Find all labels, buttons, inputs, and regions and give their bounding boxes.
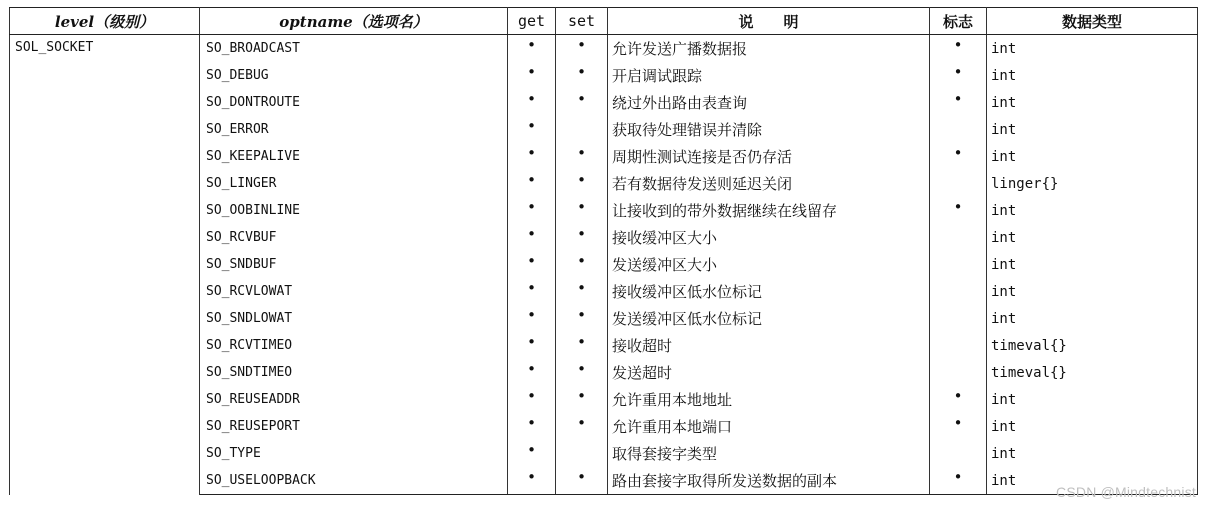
description-cell: 接收超时 [608,332,930,359]
flag-cell [930,197,987,224]
socket-options-table [9,7,1198,495]
data-type-cell: linger{} [987,170,1198,197]
get-mark: • [527,89,536,108]
flag-mark: • [953,386,963,405]
description-cell: 允许发送广播数据报 [608,35,930,63]
get-mark: • [527,440,536,459]
flag-cell [930,305,987,332]
header-level: level（级别） [10,8,200,35]
flag-cell [930,62,987,89]
set-mark: • [577,251,586,270]
header-flag: 标志 [930,8,987,35]
description-cell: 让接收到的带外数据继续在线留存 [608,197,930,224]
flag-mark: • [953,413,963,432]
set-cell [556,116,608,143]
get-cell [508,224,556,251]
get-cell [508,89,556,116]
get-cell [508,467,556,495]
get-mark: • [527,305,536,324]
set-cell [556,35,608,63]
get-cell [508,197,556,224]
set-mark: • [577,305,586,324]
set-mark: • [577,35,586,54]
optname-cell: SO_LINGER [200,170,508,197]
flag-cell [930,89,987,116]
data-type-cell: int [987,62,1198,89]
get-cell [508,359,556,386]
watermark: CSDN @Mindtechnist [1056,484,1196,500]
header-description: 说 明 [608,8,930,35]
optname-cell: SO_DONTROUTE [200,89,508,116]
flag-cell [930,467,987,495]
set-mark: • [577,359,586,378]
description-cell: 获取待处理错误并清除 [608,116,930,143]
set-cell [556,359,608,386]
flag-mark: • [953,197,963,216]
get-cell [508,116,556,143]
optname-cell: SO_USELOOPBACK [200,467,508,495]
header-data-type: 数据类型 [987,8,1198,35]
optname-cell: SO_BROADCAST [200,35,508,63]
optname-cell: SO_ERROR [200,116,508,143]
get-mark: • [527,62,536,81]
description-cell: 周期性测试连接是否仍存活 [608,143,930,170]
optname-cell: SO_RCVLOWAT [200,278,508,305]
level-cell: SOL_SOCKET [10,35,200,495]
flag-cell [930,224,987,251]
data-type-cell: int [987,89,1198,116]
data-type-cell: int [987,386,1198,413]
optname-cell: SO_OOBINLINE [200,197,508,224]
set-cell [556,62,608,89]
get-cell [508,440,556,467]
set-cell [556,467,608,495]
optname-cell: SO_REUSEPORT [200,413,508,440]
set-cell [556,332,608,359]
get-mark: • [527,278,536,297]
flag-mark: • [953,62,963,81]
data-type-cell: int [987,467,1198,495]
description-cell: 若有数据待发送则延迟关闭 [608,170,930,197]
optname-cell: SO_RCVBUF [200,224,508,251]
data-type-cell: timeval{} [987,359,1198,386]
flag-cell [930,386,987,413]
set-mark: • [577,62,586,81]
optname-cell: SO_SNDLOWAT [200,305,508,332]
set-cell [556,251,608,278]
table-body [10,35,1198,495]
get-cell [508,35,556,63]
get-cell [508,251,556,278]
header-set: set [556,8,608,35]
description-cell: 允许重用本地端口 [608,413,930,440]
optname-cell: SO_KEEPALIVE [200,143,508,170]
flag-cell [930,143,987,170]
set-cell [556,224,608,251]
set-cell [556,386,608,413]
flag-mark: • [953,467,963,486]
get-mark: • [527,197,536,216]
header-optname: optname（选项名） [200,8,508,35]
get-mark: • [527,35,536,54]
set-cell [556,197,608,224]
get-mark: • [527,359,536,378]
data-type-cell: int [987,413,1198,440]
data-type-cell: int [987,278,1198,305]
flag-cell [930,116,987,143]
description-cell: 开启调试跟踪 [608,62,930,89]
description-cell: 发送缓冲区大小 [608,251,930,278]
set-cell [556,305,608,332]
description-cell: 接收缓冲区低水位标记 [608,278,930,305]
set-cell [556,278,608,305]
data-type-cell: int [987,143,1198,170]
get-mark: • [527,413,536,432]
flag-cell [930,170,987,197]
flag-cell [930,359,987,386]
get-mark: • [527,332,536,351]
get-mark: • [527,224,536,243]
flag-cell [930,332,987,359]
set-mark: • [577,89,586,108]
get-mark: • [527,467,536,486]
get-cell [508,332,556,359]
set-cell [556,413,608,440]
flag-cell [930,35,987,63]
set-mark: • [577,386,586,405]
description-cell: 路由套接字取得所发送数据的副本 [608,467,930,495]
table-row [10,35,1198,63]
flag-mark: • [953,143,963,162]
flag-cell [930,251,987,278]
description-cell: 允许重用本地地址 [608,386,930,413]
optname-cell: SO_DEBUG [200,62,508,89]
get-cell [508,386,556,413]
set-mark: • [577,467,586,486]
set-mark: • [577,197,586,216]
header-get: get [508,8,556,35]
set-mark: • [577,170,586,189]
get-mark: • [527,116,536,135]
set-mark: • [577,143,586,162]
optname-cell: SO_SNDBUF [200,251,508,278]
description-cell: 发送缓冲区低水位标记 [608,305,930,332]
optname-cell: SO_RCVTIMEO [200,332,508,359]
description-cell: 绕过外出路由表查询 [608,89,930,116]
get-mark: • [527,143,536,162]
get-mark: • [527,251,536,270]
data-type-cell: int [987,35,1198,63]
data-type-cell: int [987,116,1198,143]
set-mark: • [577,413,586,432]
get-cell [508,413,556,440]
get-mark: • [527,170,536,189]
description-cell: 接收缓冲区大小 [608,224,930,251]
optname-cell: SO_REUSEADDR [200,386,508,413]
socket-options-table-container [9,7,1197,495]
description-cell: 取得套接字类型 [608,440,930,467]
header-row [10,8,1198,35]
set-mark: • [577,224,586,243]
optname-cell: SO_TYPE [200,440,508,467]
data-type-cell: timeval{} [987,332,1198,359]
set-cell [556,170,608,197]
data-type-cell: int [987,305,1198,332]
set-cell [556,440,608,467]
data-type-cell: int [987,251,1198,278]
set-cell [556,143,608,170]
get-cell [508,62,556,89]
flag-cell [930,440,987,467]
flag-cell [930,413,987,440]
get-mark: • [527,386,536,405]
flag-mark: • [953,89,963,108]
get-cell [508,143,556,170]
description-cell: 发送超时 [608,359,930,386]
set-mark: • [577,332,586,351]
get-cell [508,278,556,305]
get-cell [508,305,556,332]
flag-cell [930,278,987,305]
set-cell [556,89,608,116]
data-type-cell: int [987,197,1198,224]
set-mark: • [577,278,586,297]
flag-mark: • [953,35,963,54]
optname-cell: SO_SNDTIMEO [200,359,508,386]
get-cell [508,170,556,197]
data-type-cell: int [987,224,1198,251]
data-type-cell: int [987,440,1198,467]
